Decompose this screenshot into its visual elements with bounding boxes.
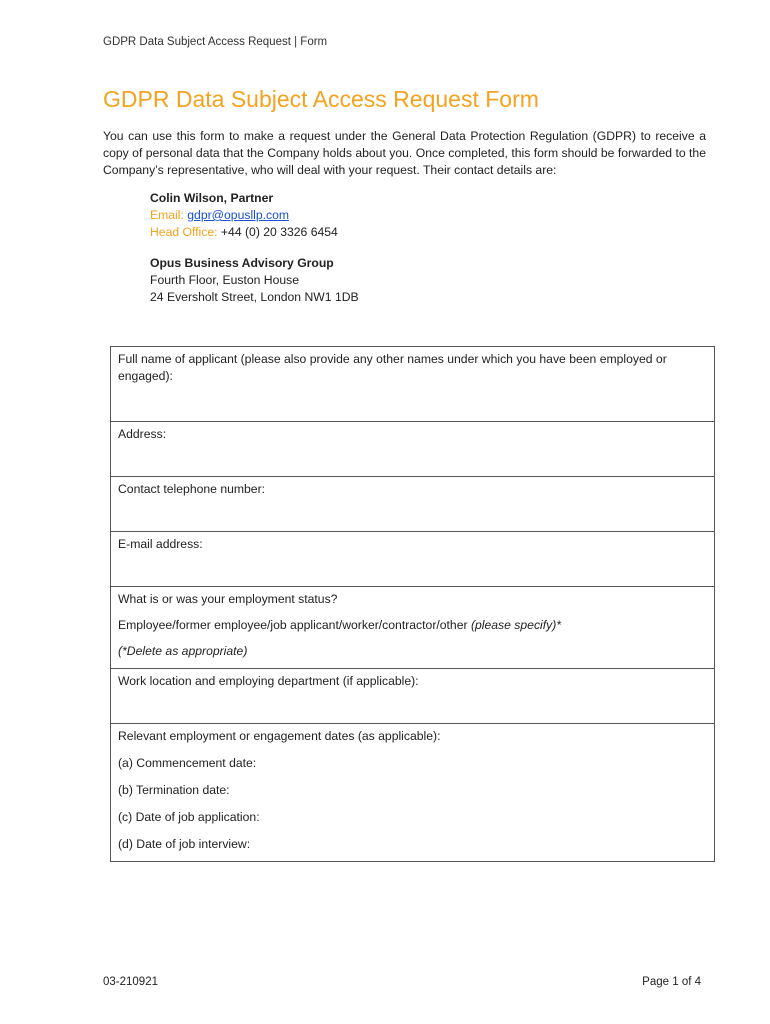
delete-note: (*Delete as appropriate) bbox=[118, 644, 248, 658]
email-link[interactable]: gdpr@opusllp.com bbox=[187, 208, 290, 222]
address-field[interactable] bbox=[111, 421, 714, 476]
page-title: GDPR Data Subject Access Request Form bbox=[103, 86, 539, 112]
job-interview-date-label: (d) Date of job interview: bbox=[118, 837, 251, 851]
intro-paragraph: You can use this form to make a request under the General Data Protection Regulation (GDPR) to receive a copy of personal data that the Company holds about you. Once completed, this form should be forwarded to the Company’s representative, who will deal with your request. Their contact details are: bbox=[103, 129, 706, 177]
contact-office-line bbox=[150, 224, 338, 241]
office-label: Head Office: bbox=[150, 225, 218, 239]
company-name: Opus Business Advisory Group bbox=[150, 256, 334, 270]
full-name-label: Full name of applicant (please also provide any other names under which you have been employed or engaged): bbox=[118, 352, 667, 383]
page-number: Page 1 of 4 bbox=[642, 976, 701, 988]
telephone-field[interactable] bbox=[111, 476, 714, 531]
email-field-label: E-mail address: bbox=[118, 537, 203, 551]
office-phone: +44 (0) 20 3326 6454 bbox=[220, 225, 338, 239]
document-code: 03-210921 bbox=[103, 976, 158, 988]
contact-name: Colin Wilson, Partner bbox=[150, 191, 274, 205]
job-application-date-label: (c) Date of job application: bbox=[118, 810, 260, 824]
employment-options: Employee/former employee/job applicant/worker/contractor/other bbox=[118, 618, 468, 632]
please-specify: (please specify)* bbox=[470, 618, 562, 632]
contact-email-line bbox=[150, 207, 338, 224]
termination-date-label: (b) Termination date: bbox=[118, 783, 230, 797]
email-label: Email: bbox=[150, 208, 184, 222]
company-address-block bbox=[150, 255, 359, 306]
work-location-label: Work location and employing department (if applicable): bbox=[118, 674, 419, 688]
address-label: Address: bbox=[118, 427, 167, 441]
employment-dates-field[interactable] bbox=[111, 723, 714, 861]
address-line-1: Fourth Floor, Euston House bbox=[150, 273, 300, 287]
email-field[interactable] bbox=[111, 531, 714, 586]
commencement-date-label: (a) Commencement date: bbox=[118, 756, 257, 770]
full-name-field[interactable] bbox=[111, 347, 714, 421]
employment-options-line bbox=[118, 617, 707, 634]
running-header: GDPR Data Subject Access Request | Form bbox=[103, 36, 328, 48]
work-location-field[interactable] bbox=[111, 668, 714, 723]
address-line-2: 24 Eversholt Street, London NW1 1DB bbox=[150, 290, 359, 304]
dates-heading: Relevant employment or engagement dates (as applicable): bbox=[118, 729, 441, 743]
contact-person-block bbox=[150, 190, 338, 241]
employment-status-label: What is or was your employment status? bbox=[118, 592, 338, 606]
employment-status-field[interactable] bbox=[111, 586, 714, 668]
request-form-table bbox=[110, 346, 715, 862]
telephone-label: Contact telephone number: bbox=[118, 482, 266, 496]
